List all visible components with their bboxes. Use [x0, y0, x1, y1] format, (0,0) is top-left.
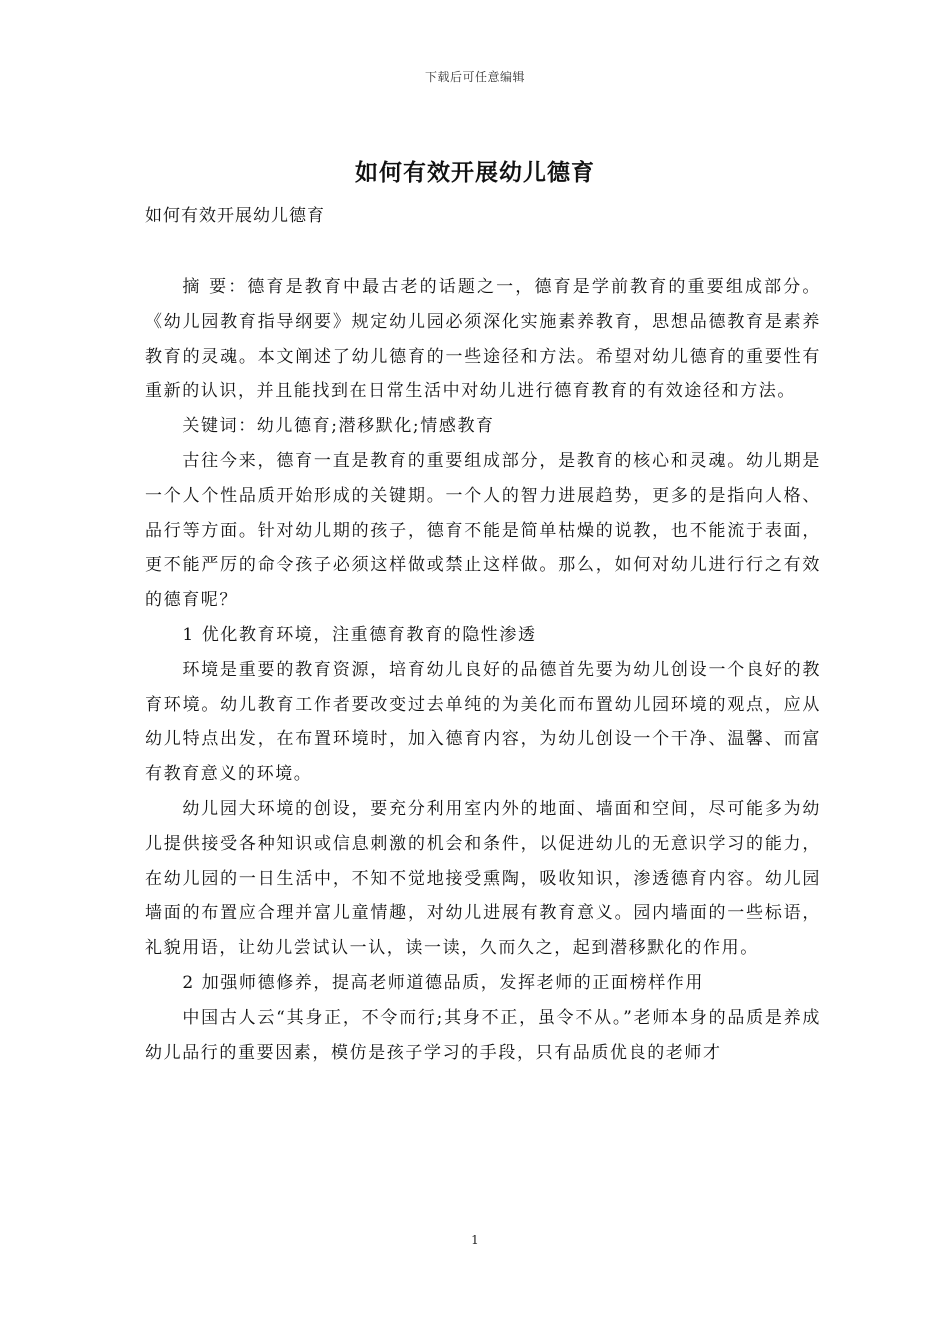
body-paragraph: 幼儿园大环境的创设，要充分利用室内外的地面、墙面和空间，尽可能多为幼儿提供接受各种知识或信息刺激的机会和条件，以促进幼儿的无意识学习的能力，在幼儿园的一日生活中，不知不觉地接受熏陶，吸收知识，渗透德育内容。幼儿园墙面的布置应合理并富儿童情趣，对幼儿进展有教育意义。园内墙面的一些标语，礼貌用语，让幼儿尝试认一认，读一读，久而久之，起到潜移默化的作用。	[145, 798, 821, 959]
section-heading-1: 1 优化教育环境，注重德育教育的隐性渗透	[182, 624, 537, 645]
abstract-paragraph: 摘 要：德育是教育中最古老的话题之一，德育是学前教育的重要组成部分。《幼儿园教育指导纲要》规定幼儿园必须深化实施素养教育，思想品德教育是素养教育的灵魂。本文阐述了幼儿德育的一些途径和方法。希望对幼儿德育的重要性有重新的认识，并且能找到在日常生活中对幼儿进行德育教育的有效途径和方法。	[145, 277, 821, 402]
page-number: 1	[471, 1233, 479, 1247]
section-heading-2: 2 加强师德修养，提高老师道德品质，发挥老师的正面榜样作用	[182, 972, 705, 993]
keywords-paragraph: 关键词：幼儿德育;潜移默化;情感教育	[182, 416, 495, 437]
document-body	[145, 270, 821, 1070]
document-subtitle: 如何有效开展幼儿德育	[145, 206, 325, 226]
header-note: 下载后可任意编辑	[424, 70, 525, 84]
document-title: 如何有效开展幼儿德育	[355, 159, 595, 186]
body-paragraph: 环境是重要的教育资源，培育幼儿良好的品德首先要为幼儿创设一个良好的教育环境。幼儿教育工作者要改变过去单纯的为美化而布置幼儿园环境的观点，应从幼儿特点出发，在布置环境时，加入德育内容，为幼儿创设一个干净、温馨、而富有教育意义的环境。	[145, 659, 821, 785]
body-paragraph: 中国古人云“其身正，不令而行;其身不正，虽令不从。”老师本身的品质是养成幼儿品行的重要因素，模仿是孩子学习的手段，只有品质优良的老师才	[145, 1007, 821, 1063]
intro-paragraph: 古往今来，德育一直是教育的重要组成部分，是教育的核心和灵魂。幼儿期是一个人个性品质开始形成的关键期。一个人的智力进展趋势，更多的是指向人格、品行等方面。针对幼儿期的孩子，德育不能是简单枯燥的说教，也不能流于表面，更不能严厉的命令孩子必须这样做或禁止这样做。那么，如何对幼儿进行行之有效的德育呢？	[145, 450, 821, 611]
